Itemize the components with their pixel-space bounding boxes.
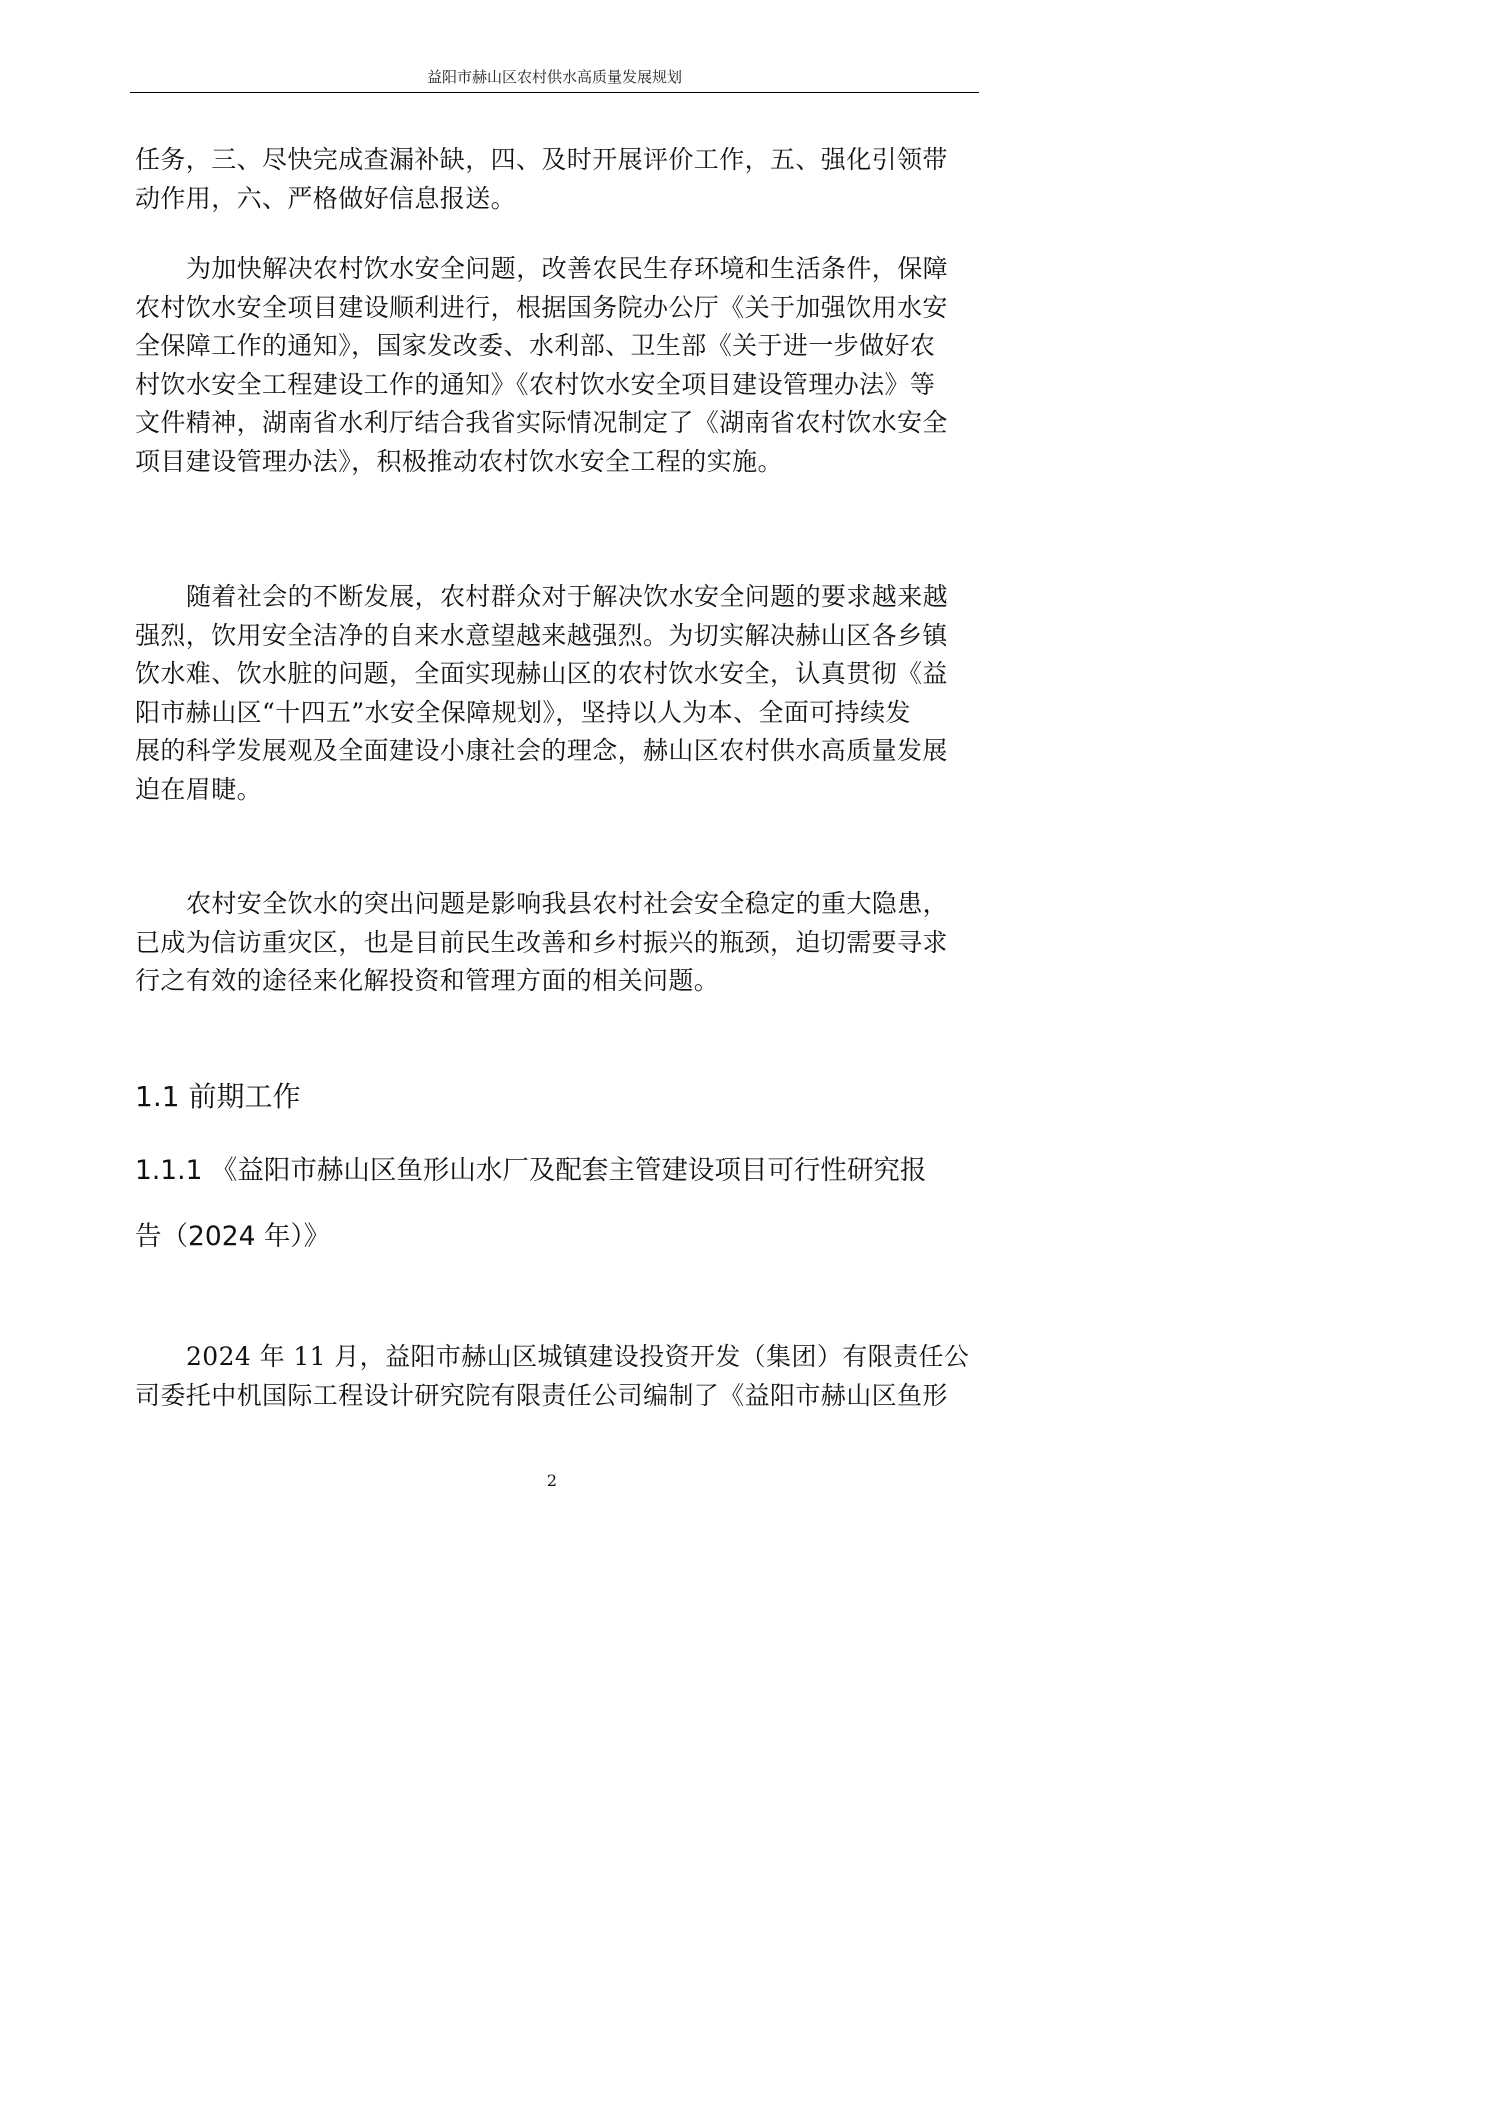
subsection-heading-line: 告（2024 年）》 (135, 1221, 331, 1252)
section-heading (135, 1077, 300, 1117)
header-divider (130, 92, 979, 93)
paragraph-line: 文件精神，湖南省水利厅结合我省实际情况制定了《湖南省农村饮水安全 (135, 408, 948, 438)
paragraph-line: 项目建设管理办法》，积极推动农村饮水安全工程的实施。 (135, 446, 783, 476)
page-number: 2 (546, 1471, 558, 1490)
paragraph-line: 行之有效的途径来化解投资和管理方面的相关问题。 (135, 966, 720, 996)
paragraph-line: 村饮水安全工程建设工作的通知》《农村饮水安全项目建设管理办法》等 (135, 369, 936, 399)
running-header: 益阳市赫山区农村供水高质量发展规划 (426, 68, 682, 86)
paragraph-line: 强烈，饮用安全洁净的自来水意望越来越强烈。为切实解决赫山区各乡镇 (135, 620, 948, 650)
subsection-heading (135, 1151, 926, 1257)
paragraph-4 (135, 885, 977, 1001)
paragraph-line: 已成为信访重灾区，也是目前民生改善和乡村振兴的瓶颈，迫切需要寻求 (135, 927, 948, 957)
paragraph-line: 迫在眉睫。 (135, 774, 263, 804)
paragraph-line: 展的科学发展观及全面建设小康社会的理念，赫山区农村供水高质量发展 (135, 736, 948, 766)
paragraph-line: 农村安全饮水的突出问题是影响我县农村社会安全稳定的重大隐患， (186, 889, 949, 918)
paragraph-1 (135, 141, 977, 218)
paragraph-line: 为加快解决农村饮水安全问题，改善农民生存环境和生活条件，保障 (186, 254, 949, 283)
section-title: 前期工作 (188, 1080, 301, 1113)
paragraph-line: 阳市赫山区“十四五”水安全保障规划》，坚持以人为本、全面可持续发 (135, 697, 911, 727)
paragraph-line: 2024 年 11 月，益阳市赫山区城镇建设投资开发（集团）有限责任公 (186, 1342, 970, 1371)
paragraph-line: 司委托中机国际工程设计研究院有限责任公司编制了《益阳市赫山区鱼形 (135, 1380, 948, 1410)
paragraph-line: 饮水难、饮水脏的问题，全面实现赫山区的农村饮水安全，认真贯彻《益 (135, 659, 948, 689)
paragraph-line: 农村饮水安全项目建设顺利进行，根据国务院办公厅《关于加强饮用水安 (135, 292, 948, 322)
paragraph-line: 随着社会的不断发展，农村群众对于解决饮水安全问题的要求越来越 (186, 582, 949, 611)
subsection-heading-line: 1.1.1 《益阳市赫山区鱼形山水厂及配套主管建设项目可行性研究报 (135, 1155, 927, 1186)
paragraph-line: 动作用，六、严格做好信息报送。 (135, 183, 517, 213)
paragraph-3 (135, 578, 977, 810)
paragraph-2 (135, 250, 977, 482)
paragraph-line: 任务，三、尽快完成查漏补缺，四、及时开展评价工作，五、强化引领带 (135, 145, 948, 174)
section-number: 1.1 (135, 1080, 180, 1113)
paragraph-line: 全保障工作的通知》，国家发改委、水利部、卫生部《关于进一步做好农 (135, 331, 936, 361)
paragraph-5 (135, 1338, 977, 1415)
